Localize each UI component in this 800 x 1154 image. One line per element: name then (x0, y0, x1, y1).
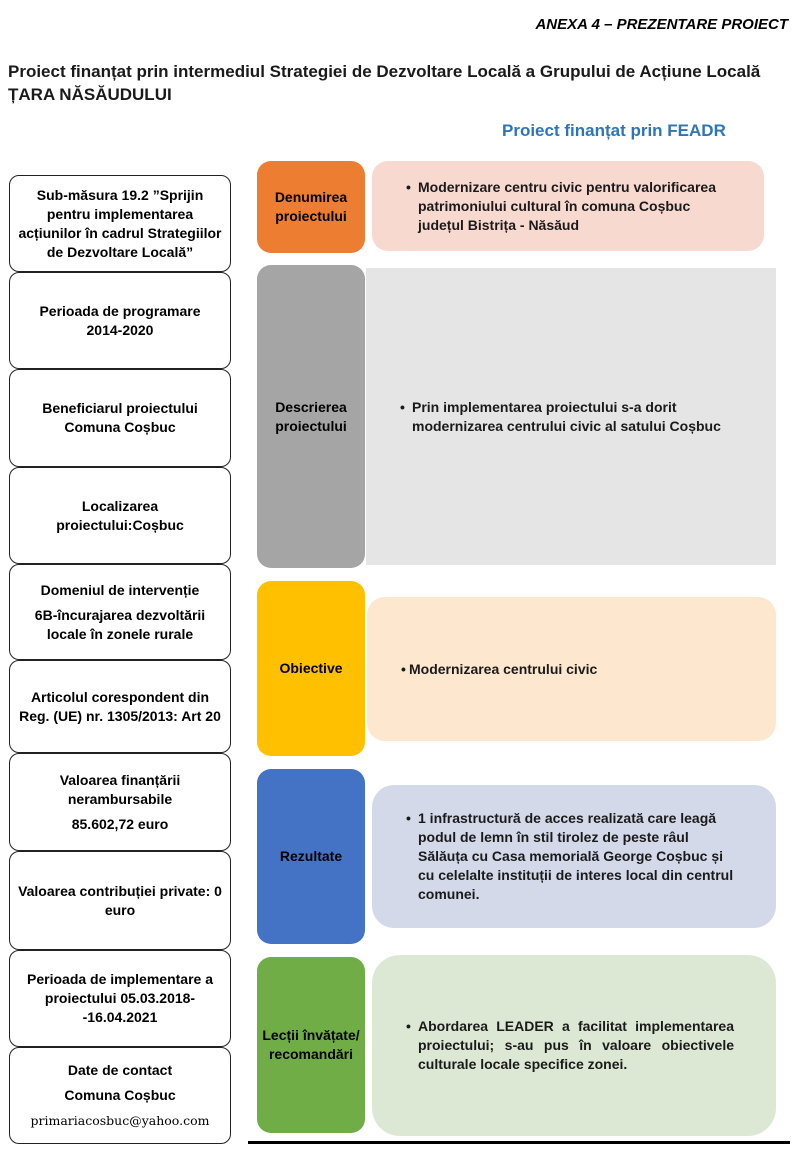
private-contribution-box (9, 851, 231, 950)
programming-period-label: Perioada de programare (39, 302, 201, 319)
project-name-text: • Modernizare centru civic pentru valorificarea patrimoniului cultural în comuna Coșbuc județul Bistrița - Năsăud (406, 178, 724, 235)
beneficiary-label: Beneficiarul proiectului (42, 400, 198, 416)
project-description-category: Descrierea proiectului (257, 265, 365, 568)
page-title: Proiect finanțat prin intermediul Strategiei de Dezvoltare Locală a Grupului de Acțiune Locală ȚARA NĂSĂUDULUI (8, 62, 761, 104)
contact-name: Comuna Coșbuc (64, 1087, 176, 1103)
funding-value-amount: 85.602,72 euro (71, 815, 169, 832)
private-contribution-text: Valoarea contribuției private: 0 euro (18, 882, 222, 918)
lessons-category: Lecții învățate/ recomandări (257, 957, 365, 1133)
lessons-panel (372, 955, 776, 1136)
results-panel (372, 785, 776, 928)
beneficiary-value: Comuna Coșbuc (64, 419, 176, 435)
results-text: • 1 infrastructură de acces realizată care leagă podul de lemn în stil tirolez de peste râul Sălăuța cu Casa memorială George Coșbuc și cu celelalte instituții de interes local din centrul comunei. (406, 809, 736, 904)
location-label: Localizarea (81, 497, 159, 514)
bottom-rule (248, 1141, 790, 1144)
submeasure-box (9, 175, 231, 272)
location-value: proiectului:Coșbuc (56, 516, 184, 533)
objectives-panel (367, 597, 776, 741)
project-description-text: • Prin implementarea proiectului s-a dorit modernizarea centrului civic al satului Coșbuc (400, 398, 746, 436)
location-box (9, 467, 231, 564)
lessons-text: • Abordarea LEADER a facilitat implementarea proiectului; s-au pus în valoare obiectivele culturale locale specifice zonei. (406, 1017, 734, 1074)
project-name-category: Denumirea proiectului (257, 161, 365, 253)
beneficiary-box (9, 369, 231, 467)
contact-box (9, 1047, 231, 1144)
objectives-text: • Modernizarea centrului civic (401, 660, 597, 679)
article-text: Articolul corespondent din Reg. (UE) nr. 1305/2013: Art 20 (19, 688, 221, 724)
implementation-period-text: Perioada de implementare a proiectului 05.03.2018--16.04.2021 (27, 971, 213, 1025)
programming-period-box (9, 272, 231, 369)
article-box (9, 660, 231, 753)
funding-source: Proiect finanțat prin FEADR (502, 121, 726, 140)
implementation-period-box (9, 950, 231, 1047)
results-category: Rezultate (257, 769, 365, 944)
project-description-panel (366, 268, 776, 565)
project-name-panel (372, 161, 764, 251)
intervention-domain-value: 6B-încurajarea dezvoltării locale în zonele rurale (34, 606, 206, 642)
contact-label: Date de contact (67, 1062, 173, 1078)
intervention-domain-box (9, 564, 231, 660)
annex-label: ANEXA 4 – PREZENTARE PROIECT (535, 16, 788, 33)
intervention-domain-label: Domeniul de intervenție (40, 581, 200, 598)
objectives-category: Obiective (257, 581, 365, 756)
contact-email: primariacosbuc@yahoo.com (30, 1113, 210, 1128)
programming-period-value: 2014-2020 (86, 321, 154, 338)
funding-value-label: Valoarea finanțării nerambursabile (59, 771, 181, 807)
submeasure-text: Sub-măsura 19.2 ”Sprijin pentru implementarea acțiunilor în cadrul Strategiilor de Dezvoltare Locală” (18, 186, 222, 260)
funding-value-box (9, 753, 231, 851)
